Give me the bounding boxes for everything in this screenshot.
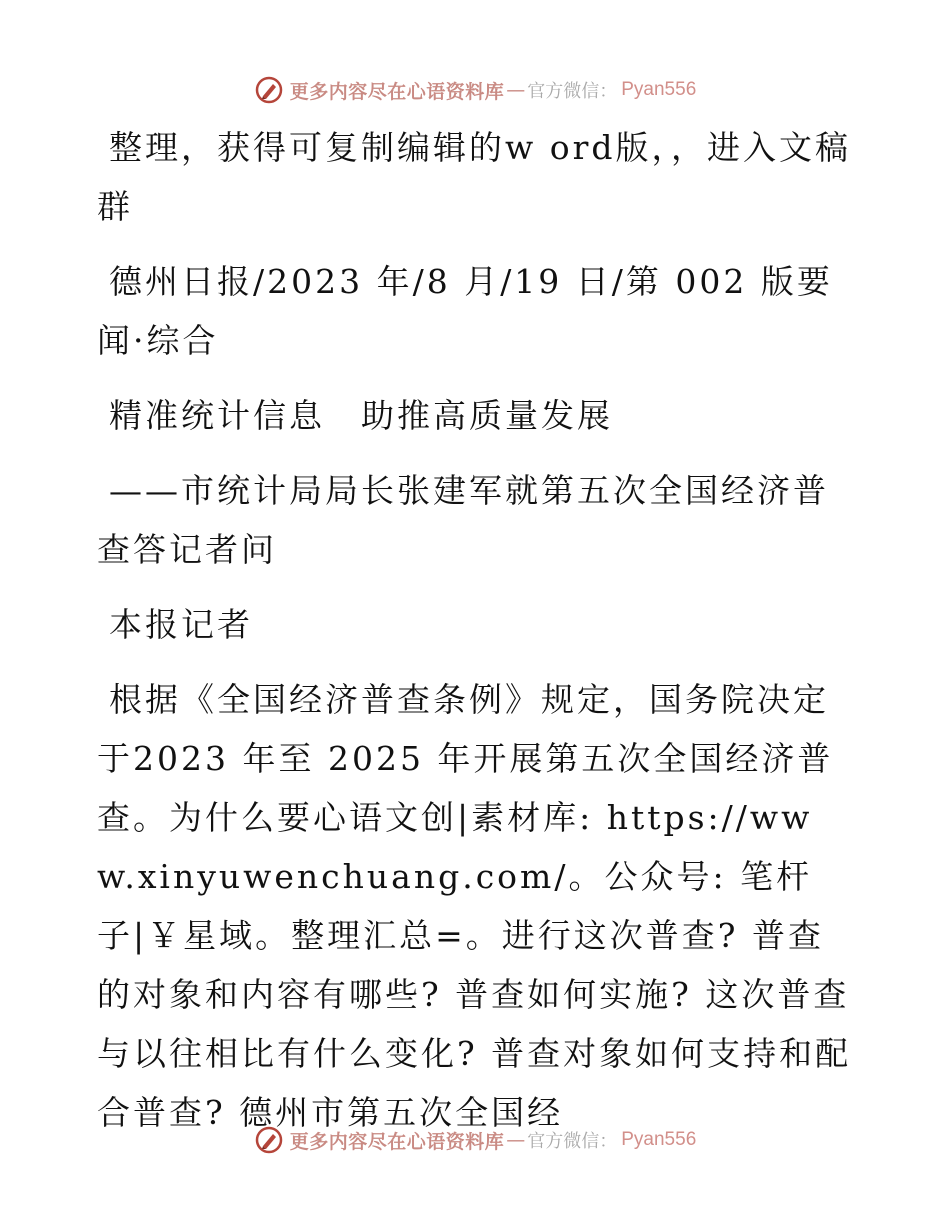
footer-banner [0,1120,950,1160]
pen-logo-icon [254,1125,284,1155]
body-paragraph: 根据《全国经济普查条例》规定，国务院决定于2023 年至 2025 年开展第五次全国经济普查。为什么要心语文创|素材库: https://www.xinyuwenchuang.com/。公众号: 笔杆子|￥星域。整理汇总=。进行这次普查? 普查的对象和内容有哪些? 普查如何实施? 这次普查与以往相比有什么变化? 普查对象如何支持和配合普查? 德州市第五次全国经 [97,680,852,1132]
pen-logo-icon [254,75,284,105]
byline: 本报记者 [109,605,253,644]
article-subheadline: ——市统计局局长张建军就第五次全国经济普查答记者问 [97,471,829,569]
banner-separator: — [506,79,526,101]
banner-slogan: 更多内容尽在心语资料库 [289,80,505,103]
banner-slogan: 更多内容尽在心语资料库 [289,1130,505,1153]
banner-wechat-id: Pyan556 [621,79,697,100]
article-headline: 精准统计信息 助推高质量发展 [109,396,613,435]
banner-wechat-label: 官方微信： [527,1131,618,1152]
banner-wechat-id: Pyan556 [621,1129,697,1150]
document-body [97,118,852,1158]
source-line: 德州日报/2023 年/8 月/19 日/第 002 版要闻·综合 [97,262,833,360]
banner-separator: — [506,1129,526,1151]
intro-line: 整理，获得可复制编辑的w ord版，，进入文稿群 [97,128,852,226]
header-banner [0,70,950,110]
banner-wechat-label: 官方微信： [527,81,618,102]
